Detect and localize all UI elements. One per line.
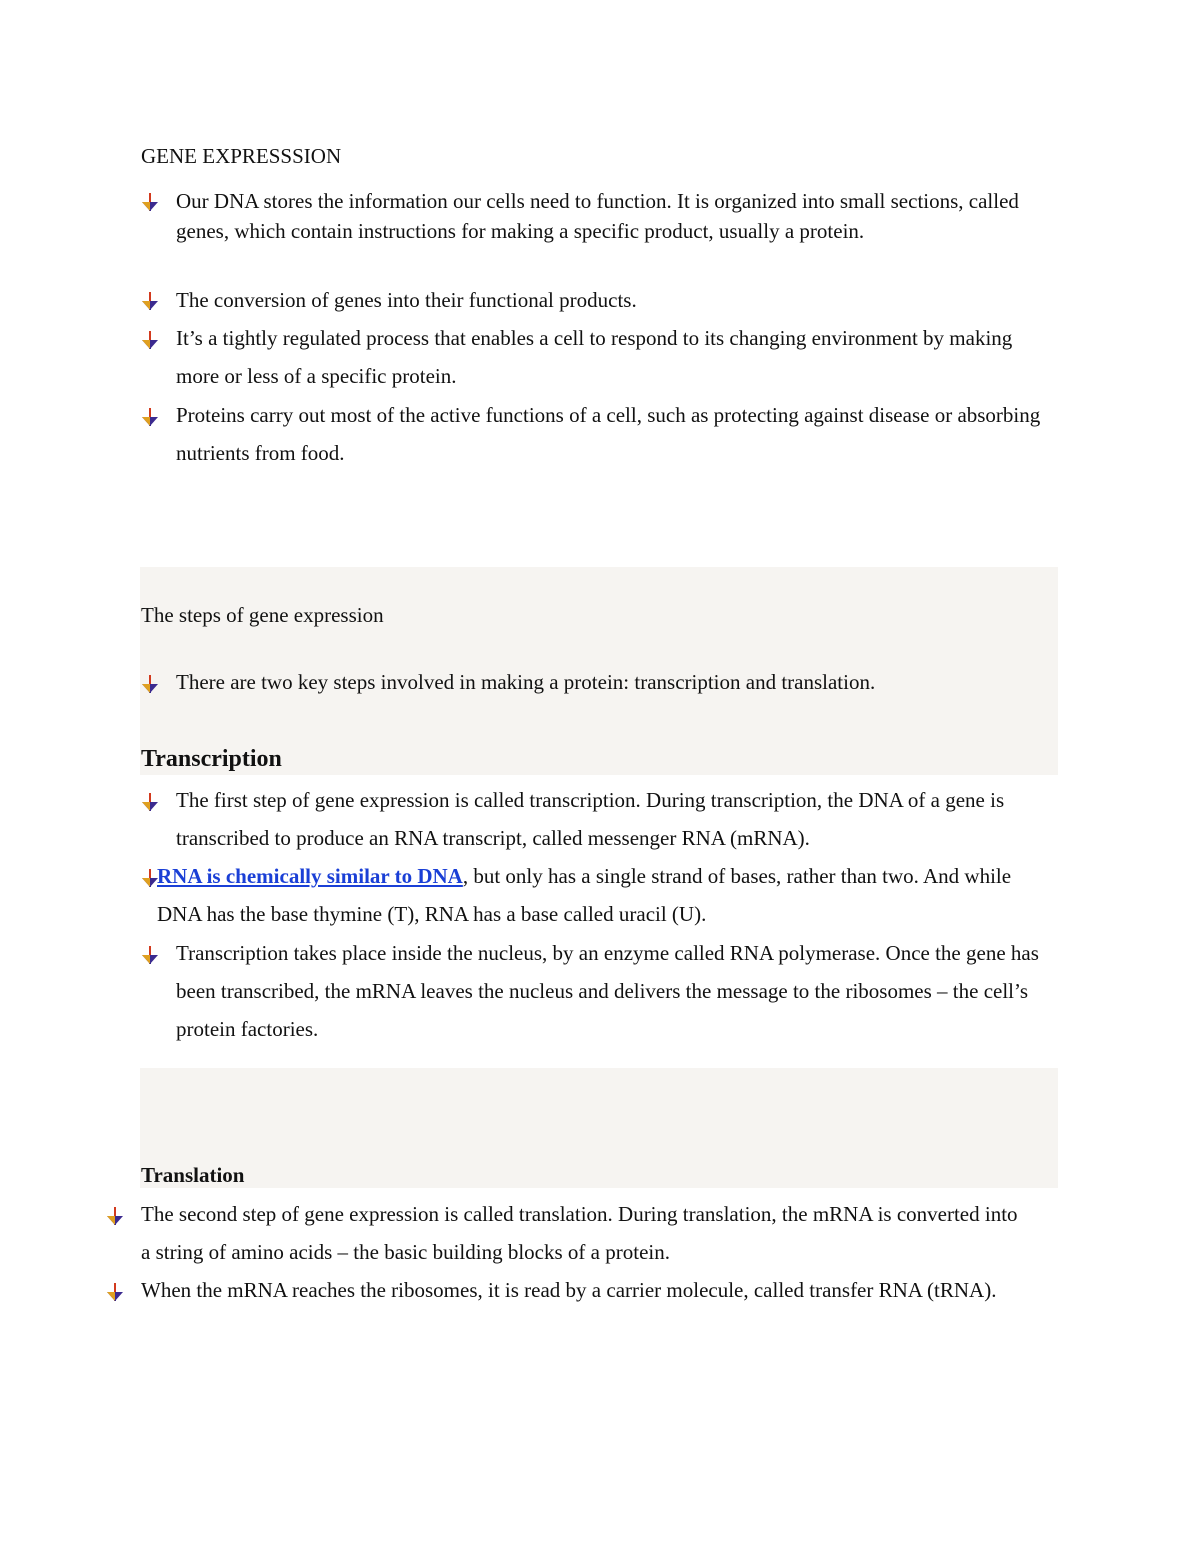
list-item-text: Proteins carry out most of the active functions of a cell, such as protecting against disease or absorbing nutrients from food.: [176, 403, 1041, 465]
list-item-text: Transcription takes place inside the nucleus, by an enzyme called RNA polymerase. Once the gene has been transcribed, the mRNA leaves the nucleus and delivers the message to the ribosomes – the cell’s protein factories.: [176, 941, 1039, 1041]
list-item-text: The second step of gene expression is called translation. During translation, the mRNA is converted into a string of amino acids – the basic building blocks of a protein.: [141, 1202, 1018, 1264]
down-arrow-bullet-icon: [141, 329, 159, 351]
down-arrow-bullet-icon: [106, 1281, 124, 1303]
list-item-text: The conversion of genes into their functional products.: [176, 288, 637, 312]
down-arrow-bullet-icon: [141, 191, 159, 213]
list-item-text: [157, 857, 1057, 933]
shaded-section-translation: [140, 1068, 1058, 1188]
section-heading-steps: The steps of gene expression: [141, 603, 384, 627]
rna-similar-to-dna-link[interactable]: RNA is chemically similar to DNA: [157, 864, 463, 888]
down-arrow-bullet-icon: [141, 944, 159, 966]
list-item-text: The first step of gene expression is called transcription. During transcription, the DNA of a gene is transcribed to produce an RNA transcript, called messenger RNA (mRNA).: [176, 788, 1005, 850]
down-arrow-bullet-icon: [141, 791, 159, 813]
down-arrow-bullet-icon: [141, 406, 159, 428]
down-arrow-bullet-icon: [141, 673, 159, 695]
section-heading-transcription: Transcription: [141, 746, 282, 772]
list-item-text: There are two key steps involved in making a protein: transcription and translation.: [176, 670, 876, 694]
list-item-text: Our DNA stores the information our cells need to function. It is organized into small sections, called genes, which contain instructions for making a specific product, usually a protein.: [176, 189, 1019, 243]
list-item-text: When the mRNA reaches the ribosomes, it is read by a carrier molecule, called transfer RNA (tRNA).: [141, 1278, 997, 1302]
section-heading-translation: Translation: [141, 1163, 245, 1187]
list-item-text: It’s a tightly regulated process that enables a cell to respond to its changing environment by making more or less of a specific protein.: [176, 326, 1013, 388]
down-arrow-bullet-icon: [141, 290, 159, 312]
page-title: GENE EXPRESSSION: [141, 144, 342, 168]
list-item-text-rest: , but only has a single strand of bases, rather than two. And while DNA has the base thymine (T), RNA has a base called uracil (U).: [157, 864, 1012, 926]
down-arrow-bullet-icon: [106, 1205, 124, 1227]
